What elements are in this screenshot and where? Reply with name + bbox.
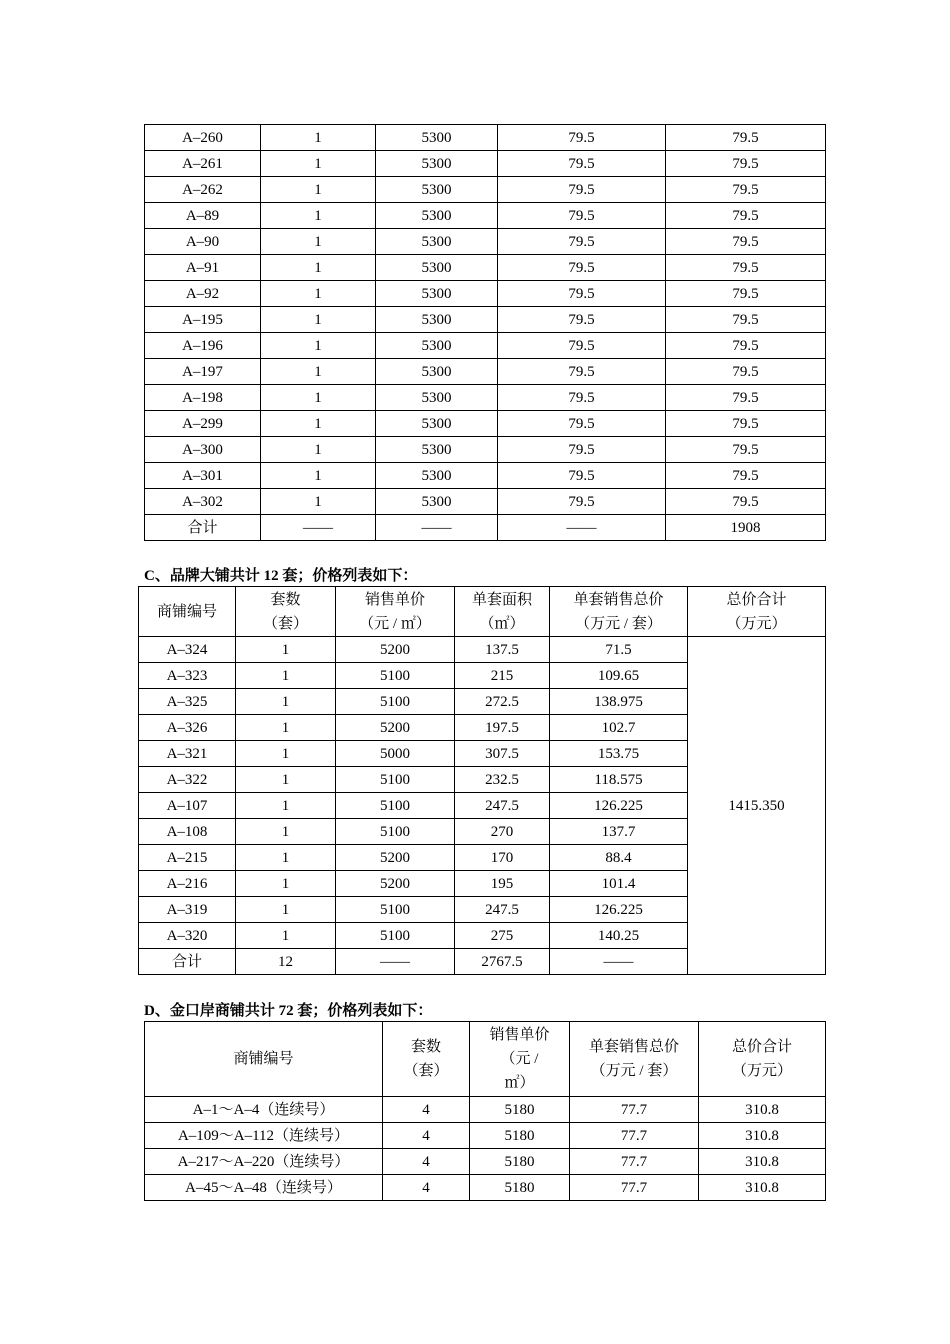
cell-unit-price: 5200 bbox=[336, 637, 455, 663]
cell-unit-count: 1 bbox=[236, 767, 336, 793]
cell-grand-total: 79.5 bbox=[666, 411, 826, 437]
cell-shop-number: A–216 bbox=[139, 871, 236, 897]
cell-unit-count: 1 bbox=[261, 229, 376, 255]
table-d-body bbox=[145, 1022, 826, 1201]
cell-unit-area: 275 bbox=[455, 923, 550, 949]
cell-shop-number: 合计 bbox=[145, 515, 261, 541]
cell-unit-total-price: —— bbox=[550, 949, 688, 975]
cell-grand-total: 310.8 bbox=[699, 1123, 826, 1149]
cell-unit-total-price: 79.5 bbox=[498, 385, 666, 411]
cell-unit-total-price: 153.75 bbox=[550, 741, 688, 767]
cell-unit-price: 5300 bbox=[376, 489, 498, 515]
table-row bbox=[145, 489, 826, 515]
cell-unit-area: 272.5 bbox=[455, 689, 550, 715]
cell-shop-number: A–300 bbox=[145, 437, 261, 463]
cell-unit-total-price: 79.5 bbox=[498, 229, 666, 255]
cell-unit-total-price: 79.5 bbox=[498, 463, 666, 489]
cell-shop-number: A–45～A–48（连续号） bbox=[145, 1175, 383, 1201]
cell-unit-area: 195 bbox=[455, 871, 550, 897]
cell-shop-number: A–91 bbox=[145, 255, 261, 281]
cell-unit-count: 1 bbox=[236, 715, 336, 741]
cell-grand-total: 79.5 bbox=[666, 255, 826, 281]
cell-unit-total-price: 102.7 bbox=[550, 715, 688, 741]
table-row bbox=[145, 463, 826, 489]
cell-shop-number: A–196 bbox=[145, 333, 261, 359]
cell-unit-area: 215 bbox=[455, 663, 550, 689]
cell-shop-number: A–321 bbox=[139, 741, 236, 767]
cell-grand-total: 79.5 bbox=[666, 281, 826, 307]
table-row bbox=[145, 203, 826, 229]
cell-unit-price: 5180 bbox=[470, 1175, 570, 1201]
cell-unit-price: —— bbox=[336, 949, 455, 975]
cell-unit-total-price: 79.5 bbox=[498, 151, 666, 177]
cell-unit-count: 1 bbox=[236, 741, 336, 767]
cell-unit-count: 1 bbox=[236, 845, 336, 871]
cell-unit-total-price: 79.5 bbox=[498, 411, 666, 437]
header-unit-price: 销售单价 （元 / ㎡） bbox=[470, 1022, 570, 1097]
cell-shop-number: A–107 bbox=[139, 793, 236, 819]
cell-grand-total: 310.8 bbox=[699, 1149, 826, 1175]
cell-unit-price: 5100 bbox=[336, 767, 455, 793]
table-row bbox=[145, 333, 826, 359]
cell-unit-price: 5300 bbox=[376, 437, 498, 463]
cell-shop-number: A–261 bbox=[145, 151, 261, 177]
cell-unit-price: 5000 bbox=[336, 741, 455, 767]
cell-unit-area: 307.5 bbox=[455, 741, 550, 767]
cell-unit-price: 5180 bbox=[470, 1123, 570, 1149]
cell-unit-count: 1 bbox=[261, 203, 376, 229]
cell-unit-total-price: —— bbox=[498, 515, 666, 541]
cell-grand-total: 79.5 bbox=[666, 307, 826, 333]
cell-unit-total-price: 77.7 bbox=[570, 1175, 699, 1201]
cell-shop-number: A–109～A–112（连续号） bbox=[145, 1123, 383, 1149]
cell-unit-price: 5300 bbox=[376, 333, 498, 359]
cell-shop-number: A–262 bbox=[145, 177, 261, 203]
table-row bbox=[145, 385, 826, 411]
cell-unit-count: 1 bbox=[261, 463, 376, 489]
cell-unit-area: 137.5 bbox=[455, 637, 550, 663]
cell-unit-total-price: 77.7 bbox=[570, 1149, 699, 1175]
cell-grand-total: 79.5 bbox=[666, 229, 826, 255]
cell-unit-total-price: 79.5 bbox=[498, 307, 666, 333]
cell-unit-price: 5300 bbox=[376, 151, 498, 177]
cell-unit-total-price: 77.7 bbox=[570, 1097, 699, 1123]
table-row bbox=[145, 307, 826, 333]
cell-unit-total-price: 118.575 bbox=[550, 767, 688, 793]
cell-unit-price: 5100 bbox=[336, 793, 455, 819]
cell-grand-total: 79.5 bbox=[666, 489, 826, 515]
cell-unit-count: 1 bbox=[261, 307, 376, 333]
cell-unit-count: 1 bbox=[261, 255, 376, 281]
table-row bbox=[145, 411, 826, 437]
cell-shop-number: A–197 bbox=[145, 359, 261, 385]
cell-shop-number: A–1～A–4（连续号） bbox=[145, 1097, 383, 1123]
cell-shop-number: A–301 bbox=[145, 463, 261, 489]
cell-unit-price: 5300 bbox=[376, 203, 498, 229]
header-shop-number: 商铺编号 bbox=[145, 1022, 383, 1097]
cell-unit-total-price: 126.225 bbox=[550, 793, 688, 819]
cell-unit-price: 5300 bbox=[376, 359, 498, 385]
cell-unit-price: 5100 bbox=[336, 819, 455, 845]
table-header-row bbox=[139, 587, 826, 637]
cell-unit-total-price: 140.25 bbox=[550, 923, 688, 949]
cell-shop-number: A–89 bbox=[145, 203, 261, 229]
cell-unit-count: 1 bbox=[261, 411, 376, 437]
cell-shop-number: A–260 bbox=[145, 125, 261, 151]
cell-unit-count: 1 bbox=[261, 489, 376, 515]
cell-grand-total: 79.5 bbox=[666, 437, 826, 463]
cell-unit-price: 5300 bbox=[376, 229, 498, 255]
brand-shop-price-table bbox=[138, 586, 826, 975]
cell-unit-count: 4 bbox=[383, 1149, 470, 1175]
cell-grand-total: 79.5 bbox=[666, 151, 826, 177]
cell-unit-total-price: 79.5 bbox=[498, 437, 666, 463]
header-unit-area: 单套面积 （㎡） bbox=[455, 587, 550, 637]
cell-unit-price: 5300 bbox=[376, 125, 498, 151]
cell-grand-total: 79.5 bbox=[666, 203, 826, 229]
cell-unit-price: 5300 bbox=[376, 463, 498, 489]
cell-unit-count: 1 bbox=[236, 637, 336, 663]
cell-unit-count: 1 bbox=[236, 923, 336, 949]
cell-grand-total: 79.5 bbox=[666, 463, 826, 489]
cell-unit-total-price: 79.5 bbox=[498, 255, 666, 281]
cell-unit-count: 1 bbox=[261, 333, 376, 359]
cell-unit-total-price: 79.5 bbox=[498, 333, 666, 359]
cell-unit-count: 4 bbox=[383, 1123, 470, 1149]
cell-unit-total-price: 71.5 bbox=[550, 637, 688, 663]
table-row bbox=[145, 151, 826, 177]
cell-shop-number: A–319 bbox=[139, 897, 236, 923]
cell-unit-price: 5100 bbox=[336, 663, 455, 689]
cell-unit-area: 270 bbox=[455, 819, 550, 845]
cell-unit-area: 247.5 bbox=[455, 793, 550, 819]
cell-unit-price: 5180 bbox=[470, 1149, 570, 1175]
table-row bbox=[145, 281, 826, 307]
cell-unit-total-price: 79.5 bbox=[498, 359, 666, 385]
cell-unit-price: 5300 bbox=[376, 177, 498, 203]
cell-unit-total-price: 79.5 bbox=[498, 281, 666, 307]
cell-grand-total: 79.5 bbox=[666, 359, 826, 385]
cell-shop-number: A–325 bbox=[139, 689, 236, 715]
header-shop-number: 商铺编号 bbox=[139, 587, 236, 637]
cell-grand-total: 79.5 bbox=[666, 177, 826, 203]
cell-unit-price: 5100 bbox=[336, 897, 455, 923]
cell-unit-total-price: 138.975 bbox=[550, 689, 688, 715]
cell-unit-price: 5300 bbox=[376, 281, 498, 307]
cell-unit-total-price: 88.4 bbox=[550, 845, 688, 871]
cell-unit-total-price: 101.4 bbox=[550, 871, 688, 897]
header-unit-price: 销售单价 （元 / ㎡） bbox=[336, 587, 455, 637]
table-b-body bbox=[145, 125, 826, 541]
cell-unit-total-price: 137.7 bbox=[550, 819, 688, 845]
cell-unit-total-price: 79.5 bbox=[498, 203, 666, 229]
section-d-heading: D、金口岸商铺共计 72 套；价格列表如下： bbox=[144, 1003, 433, 1019]
cell-grand-total: 310.8 bbox=[699, 1175, 826, 1201]
shop-price-table-b bbox=[144, 124, 826, 541]
cell-unit-price: —— bbox=[376, 515, 498, 541]
header-unit-total-price: 单套销售总价 （万元 / 套） bbox=[550, 587, 688, 637]
cell-grand-total: 310.8 bbox=[699, 1097, 826, 1123]
cell-unit-price: 5300 bbox=[376, 255, 498, 281]
cell-unit-area: 197.5 bbox=[455, 715, 550, 741]
jinkouan-shop-price-table bbox=[144, 1021, 826, 1201]
table-row bbox=[145, 177, 826, 203]
header-grand-total: 总价合计 （万元） bbox=[688, 587, 826, 637]
cell-shop-number: A–195 bbox=[145, 307, 261, 333]
table-c-body bbox=[139, 587, 826, 975]
cell-unit-area: 247.5 bbox=[455, 897, 550, 923]
cell-unit-count: 1 bbox=[236, 819, 336, 845]
cell-unit-count: 4 bbox=[383, 1175, 470, 1201]
table-header-row bbox=[145, 1022, 826, 1097]
cell-unit-price: 5200 bbox=[336, 871, 455, 897]
header-unit-count: 套数 （套） bbox=[383, 1022, 470, 1097]
cell-unit-price: 5100 bbox=[336, 923, 455, 949]
cell-unit-price: 5300 bbox=[376, 307, 498, 333]
cell-shop-number: A–322 bbox=[139, 767, 236, 793]
cell-unit-count: 1 bbox=[236, 793, 336, 819]
cell-unit-price: 5100 bbox=[336, 689, 455, 715]
cell-unit-area: 170 bbox=[455, 845, 550, 871]
cell-shop-number: A–323 bbox=[139, 663, 236, 689]
cell-unit-count: 4 bbox=[383, 1097, 470, 1123]
cell-unit-total-price: 79.5 bbox=[498, 125, 666, 151]
cell-shop-number: A–215 bbox=[139, 845, 236, 871]
cell-shop-number: A–108 bbox=[139, 819, 236, 845]
cell-unit-count: 1 bbox=[261, 437, 376, 463]
table-row bbox=[145, 125, 826, 151]
cell-shop-number: A–326 bbox=[139, 715, 236, 741]
table-row bbox=[139, 637, 826, 663]
cell-unit-total-price: 126.225 bbox=[550, 897, 688, 923]
table-row bbox=[145, 1175, 826, 1201]
table-row bbox=[145, 1149, 826, 1175]
cell-unit-count: —— bbox=[261, 515, 376, 541]
cell-unit-count: 1 bbox=[261, 281, 376, 307]
cell-grand-total: 1908 bbox=[666, 515, 826, 541]
cell-unit-area: 232.5 bbox=[455, 767, 550, 793]
table-row bbox=[145, 229, 826, 255]
header-grand-total: 总价合计 （万元） bbox=[699, 1022, 826, 1097]
cell-unit-total-price: 79.5 bbox=[498, 489, 666, 515]
cell-unit-total-price: 79.5 bbox=[498, 177, 666, 203]
cell-shop-number: A–217～A–220（连续号） bbox=[145, 1149, 383, 1175]
cell-unit-price: 5300 bbox=[376, 385, 498, 411]
cell-unit-total-price: 77.7 bbox=[570, 1123, 699, 1149]
cell-shop-number: A–302 bbox=[145, 489, 261, 515]
cell-unit-count: 1 bbox=[236, 689, 336, 715]
table-row bbox=[145, 437, 826, 463]
table-row bbox=[145, 255, 826, 281]
cell-unit-count: 1 bbox=[236, 663, 336, 689]
cell-shop-number: 合计 bbox=[139, 949, 236, 975]
header-unit-total-price: 单套销售总价 （万元 / 套） bbox=[570, 1022, 699, 1097]
cell-unit-count: 1 bbox=[261, 177, 376, 203]
cell-unit-total-price: 109.65 bbox=[550, 663, 688, 689]
cell-unit-count: 12 bbox=[236, 949, 336, 975]
grand-total-cell: 1415.350 bbox=[688, 637, 826, 975]
table-row bbox=[145, 359, 826, 385]
cell-shop-number: A–198 bbox=[145, 385, 261, 411]
cell-unit-price: 5200 bbox=[336, 845, 455, 871]
cell-grand-total: 79.5 bbox=[666, 125, 826, 151]
section-c-heading: C、品牌大铺共计 12 套；价格列表如下： bbox=[144, 568, 418, 584]
cell-unit-price: 5300 bbox=[376, 411, 498, 437]
table-row bbox=[145, 1097, 826, 1123]
cell-unit-count: 1 bbox=[236, 871, 336, 897]
cell-unit-count: 1 bbox=[261, 385, 376, 411]
cell-unit-count: 1 bbox=[236, 897, 336, 923]
cell-unit-count: 1 bbox=[261, 359, 376, 385]
cell-shop-number: A–320 bbox=[139, 923, 236, 949]
cell-grand-total: 79.5 bbox=[666, 385, 826, 411]
header-unit-count: 套数 （套） bbox=[236, 587, 336, 637]
cell-unit-price: 5180 bbox=[470, 1097, 570, 1123]
cell-unit-count: 1 bbox=[261, 151, 376, 177]
cell-unit-area: 2767.5 bbox=[455, 949, 550, 975]
cell-unit-count: 1 bbox=[261, 125, 376, 151]
total-row bbox=[145, 515, 826, 541]
table-row bbox=[145, 1123, 826, 1149]
cell-shop-number: A–90 bbox=[145, 229, 261, 255]
cell-shop-number: A–324 bbox=[139, 637, 236, 663]
cell-shop-number: A–299 bbox=[145, 411, 261, 437]
cell-grand-total: 79.5 bbox=[666, 333, 826, 359]
cell-shop-number: A–92 bbox=[145, 281, 261, 307]
cell-unit-price: 5200 bbox=[336, 715, 455, 741]
